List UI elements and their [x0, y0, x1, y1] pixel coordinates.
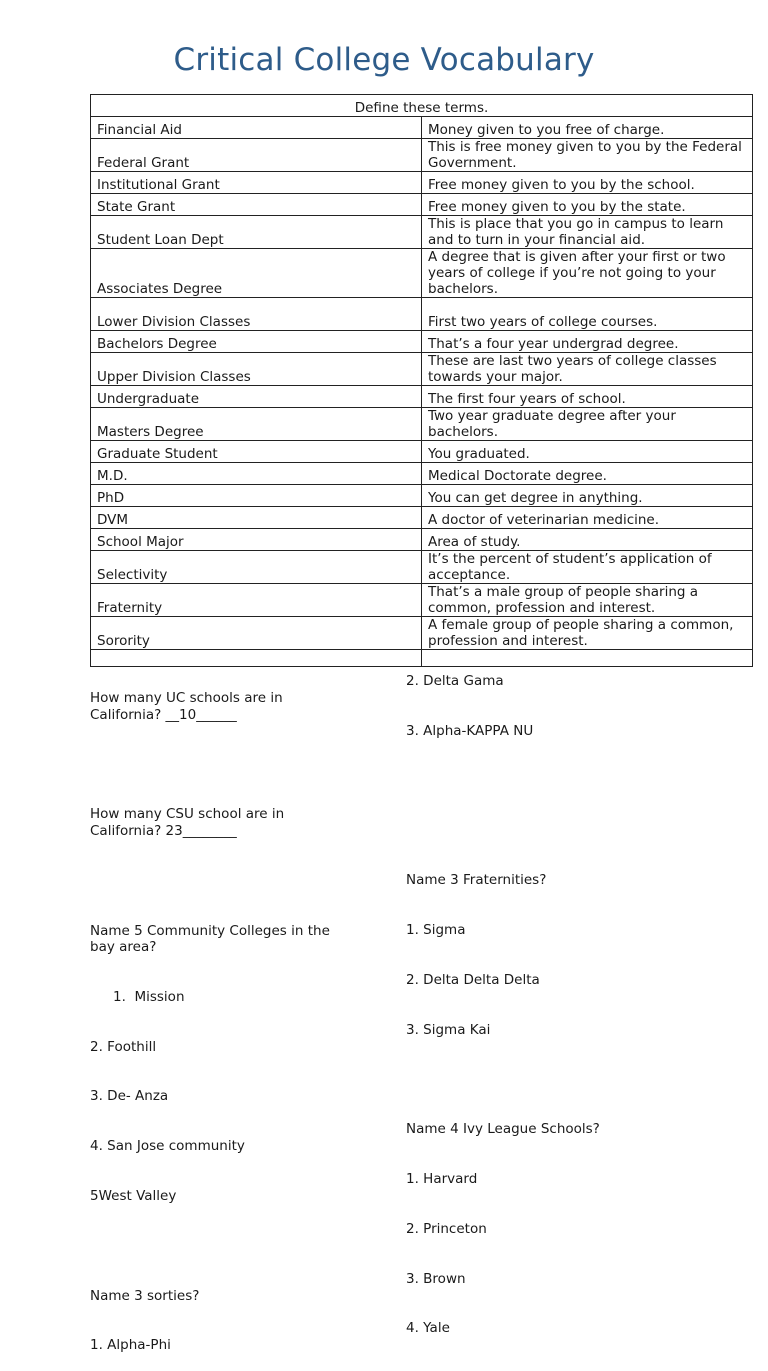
- table-header-row: [91, 95, 753, 117]
- term-cell: Student Loan Dept: [91, 216, 422, 249]
- table-row: [91, 194, 753, 216]
- answer-item: 1. Alpha-Phi: [90, 1337, 171, 1354]
- definition-cell: This is free money given to you by the Federal Government.: [422, 139, 753, 172]
- answer-item: 3. Brown: [406, 1270, 466, 1287]
- definition-cell: Free money given to you by the school.: [422, 172, 753, 194]
- answer-item: 2. Delta Gama: [406, 673, 504, 690]
- term-cell: Financial Aid: [91, 117, 422, 139]
- answer-item: 3. Alpha-KAPPA NU: [406, 722, 534, 739]
- table-row: [91, 139, 753, 172]
- table-row: [91, 298, 753, 331]
- definition-cell: Area of study.: [422, 529, 753, 551]
- definition-cell: The first four years of school.: [422, 386, 753, 408]
- term-cell: Masters Degree: [91, 408, 422, 441]
- definition-cell: That’s a four year undergrad degree.: [422, 331, 753, 353]
- term-cell: Undergraduate: [91, 386, 422, 408]
- question-csu-schools: How many CSU school are in California? 23________: [90, 806, 289, 839]
- term-cell: Institutional Grant: [91, 172, 422, 194]
- definition-cell: A doctor of veterinarian medicine.: [422, 507, 753, 529]
- answer-item: 2. Delta Delta Delta: [406, 971, 540, 988]
- definition-cell: First two years of college courses.: [422, 298, 753, 331]
- question-community-colleges: Name 5 Community Colleges in the bay area?: [90, 922, 335, 956]
- term-cell: Federal Grant: [91, 139, 422, 172]
- term-cell: Upper Division Classes: [91, 353, 422, 386]
- table-row: [91, 386, 753, 408]
- definition-cell: You graduated.: [422, 441, 753, 463]
- page-title: Critical College Vocabulary: [173, 42, 595, 78]
- question-ivy-league: Name 4 Ivy League Schools?: [406, 1121, 600, 1138]
- definition-cell: This is place that you go in campus to learn and to turn in your financial aid.: [422, 216, 753, 249]
- table-row: [91, 584, 753, 617]
- table-row: [91, 441, 753, 463]
- term-cell: Selectivity: [91, 551, 422, 584]
- answer-item: 4. San Jose community: [90, 1138, 245, 1155]
- definition-cell: Two year graduate degree after your bachelors.: [422, 408, 753, 441]
- term-cell: Lower Division Classes: [91, 298, 422, 331]
- term-cell: Fraternity: [91, 584, 422, 617]
- table-row: [91, 216, 753, 249]
- term-cell: Sorority: [91, 617, 422, 650]
- questions-right-column: [406, 640, 706, 1354]
- answer-item: 1. Sigma: [406, 922, 466, 939]
- table-row: [91, 331, 753, 353]
- term-cell: State Grant: [91, 194, 422, 216]
- vocabulary-table: [90, 94, 753, 667]
- term-cell: M.D.: [91, 463, 422, 485]
- table-row: [91, 249, 753, 298]
- table-row: [91, 463, 753, 485]
- definition-cell: Free money given to you by the state.: [422, 194, 753, 216]
- answer-item: 5West Valley: [90, 1188, 177, 1204]
- answer-item: 4. Yale: [406, 1320, 450, 1337]
- question-sororities: Name 3 sorties?: [90, 1287, 200, 1304]
- table-row: [91, 507, 753, 529]
- answer-item: 2. Princeton: [406, 1220, 487, 1237]
- answer-item: 3. De- Anza: [90, 1088, 169, 1105]
- definition-cell: A degree that is given after your first or two years of college if you’re not going to your bachelors.: [422, 249, 753, 298]
- table-row: [91, 172, 753, 194]
- definition-cell: You can get degree in anything.: [422, 485, 753, 507]
- table-row: [91, 529, 753, 551]
- answer-item: 3. Sigma Kai: [406, 1021, 491, 1038]
- table-row: [91, 353, 753, 386]
- table-row: [91, 408, 753, 441]
- term-cell: Graduate Student: [91, 441, 422, 463]
- term-cell: Bachelors Degree: [91, 331, 422, 353]
- term-cell: PhD: [91, 485, 422, 507]
- definition-cell: Money given to you free of charge.: [422, 117, 753, 139]
- question-uc-schools: How many UC schools are in California? __10______: [90, 690, 287, 723]
- term-cell: Associates Degree: [91, 249, 422, 298]
- table-row: [91, 485, 753, 507]
- answer-item: 1. Harvard: [406, 1171, 478, 1187]
- answer-item: 1. Mission: [113, 988, 185, 1005]
- table-header: Define these terms.: [91, 95, 753, 117]
- term-cell: School Major: [91, 529, 422, 551]
- term-cell: DVM: [91, 507, 422, 529]
- table-row: [91, 117, 753, 139]
- definition-cell: That’s a male group of people sharing a common, profession and interest.: [422, 584, 753, 617]
- questions-left-column: [90, 657, 350, 1371]
- definition-cell: Medical Doctorate degree.: [422, 463, 753, 485]
- table-row: [91, 551, 753, 584]
- answer-item: 2. Foothill: [90, 1038, 157, 1055]
- question-fraternities: Name 3 Fraternities?: [406, 872, 547, 889]
- definition-cell: These are last two years of college classes towards your major.: [422, 353, 753, 386]
- definition-cell: It’s the percent of student’s application of acceptance.: [422, 551, 753, 584]
- definition-cell: A female group of people sharing a common, profession and interest.: [422, 617, 753, 650]
